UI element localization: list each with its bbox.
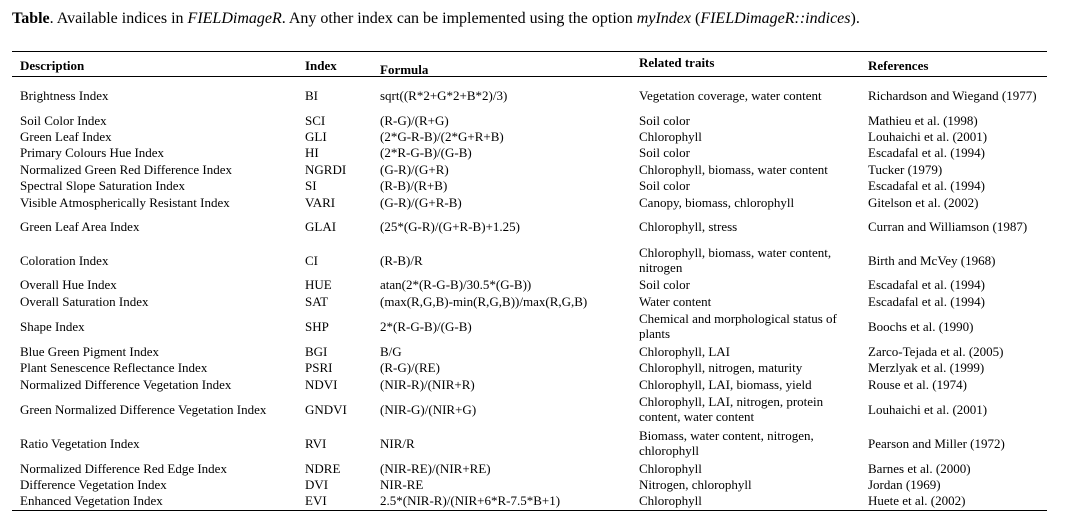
- row-formula: (R-B)/(R+B): [380, 177, 448, 193]
- row-description: Difference Vegetation Index: [20, 476, 167, 492]
- header-description: Description: [20, 58, 85, 73]
- row-reference: Curran and Williamson (1987): [868, 219, 1028, 234]
- row-related-traits: Chlorophyll, LAI, biomass, yield: [639, 376, 812, 392]
- row-formula: (25*(G-R)/(G+R-B)+1.25): [380, 219, 520, 234]
- table-row: [0, 112, 1067, 128]
- row-related-traits: Chlorophyll: [639, 492, 702, 508]
- row-related-traits: Soil color: [639, 177, 690, 193]
- row-reference: Pearson and Miller (1972): [868, 435, 1005, 451]
- table-row: [0, 492, 1067, 508]
- row-description: Coloration Index: [20, 252, 109, 268]
- row-description: Ratio Vegetation Index: [20, 435, 140, 451]
- row-index: SCI: [305, 112, 326, 128]
- row-description: Spectral Slope Saturation Index: [20, 177, 185, 193]
- row-formula: NIR/R: [380, 435, 415, 451]
- row-related-traits: Chlorophyll, biomass, water content, nitrogen: [639, 245, 832, 275]
- row-related-traits: Chemical and morphological status of plants: [639, 311, 837, 341]
- row-index: CI: [305, 252, 318, 268]
- row-index: HUE: [305, 276, 332, 292]
- row-index: NDVI: [305, 376, 338, 392]
- row-description: Enhanced Vegetation Index: [20, 492, 163, 508]
- row-formula: atan(2*(R-G-B)/30.5*(G-B)): [380, 276, 532, 292]
- row-reference: Huete et al. (2002): [868, 492, 966, 508]
- row-index: HI: [305, 144, 319, 160]
- table-row: [0, 177, 1067, 193]
- row-reference: Mathieu et al. (1998): [868, 112, 978, 128]
- row-related-traits: Chlorophyll, biomass, water content: [639, 161, 828, 177]
- row-reference: Gitelson et al. (2002): [868, 194, 979, 210]
- caption-text-2: . Any other index can be implemented using the option: [281, 10, 637, 27]
- table-bottom-rule: [12, 510, 1047, 511]
- caption-function-ref: FIELDimageR::indices: [700, 10, 851, 27]
- row-description: Visible Atmospherically Resistant Index: [20, 194, 230, 210]
- row-formula: (max(R,G,B)-min(R,G,B))/max(R,G,B): [380, 293, 588, 309]
- table-row: [0, 392, 1067, 426]
- table-row: [0, 276, 1067, 292]
- row-formula: (NIR-G)/(NIR+G): [380, 401, 477, 417]
- row-index: DVI: [305, 476, 329, 492]
- table-row: [0, 79, 1067, 111]
- row-reference: Merzlyak et al. (1999): [868, 359, 985, 375]
- row-related-traits: Chlorophyll, stress: [639, 219, 738, 234]
- table-row: [0, 128, 1067, 144]
- row-description: Soil Color Index: [20, 112, 107, 128]
- row-reference: Escadafal et al. (1994): [868, 276, 985, 292]
- row-formula: B/G: [380, 343, 402, 359]
- table-row: [0, 309, 1067, 343]
- row-index: SI: [305, 177, 317, 193]
- row-description: Normalized Green Red Difference Index: [20, 161, 232, 177]
- row-related-traits: Soil color: [639, 112, 690, 128]
- row-related-traits: Chlorophyll, LAI, nitrogen, protein content, water content: [639, 394, 824, 424]
- row-reference: Zarco-Tejada et al. (2005): [868, 343, 1004, 359]
- row-related-traits: Canopy, biomass, chlorophyll: [639, 194, 795, 210]
- table-row: [0, 161, 1067, 177]
- table-row: [0, 376, 1067, 392]
- row-formula: 2.5*(NIR-R)/(NIR+6*R-7.5*B+1): [380, 492, 561, 508]
- row-index: RVI: [305, 435, 327, 451]
- row-related-traits: Chlorophyll, LAI: [639, 343, 730, 359]
- caption-label: Table: [12, 10, 50, 27]
- row-formula: (R-G)/(RE): [380, 359, 440, 375]
- row-description: Brightness Index: [20, 87, 109, 103]
- row-description: Blue Green Pigment Index: [20, 343, 159, 359]
- row-description: Plant Senescence Reflectance Index: [20, 359, 208, 375]
- row-formula: (G-R)/(G+R-B): [380, 194, 462, 210]
- row-reference: Escadafal et al. (1994): [868, 293, 985, 309]
- row-index: BGI: [305, 343, 328, 359]
- row-description: Overall Saturation Index: [20, 293, 149, 309]
- row-description: Shape Index: [20, 318, 85, 334]
- row-description: Normalized Difference Vegetation Index: [20, 376, 232, 392]
- table-row: [0, 460, 1067, 476]
- row-index: GLAI: [305, 219, 337, 234]
- header-related-traits: Related traits: [639, 55, 715, 70]
- row-formula: sqrt((R*2+G*2+B*2)/3): [380, 87, 508, 103]
- row-related-traits: Water content: [639, 293, 712, 309]
- row-description: Green Normalized Difference Vegetation Index: [20, 401, 267, 417]
- row-formula: (2*R-G-B)/(G-B): [380, 144, 472, 160]
- row-reference: Richardson and Wiegand (1977): [868, 87, 1037, 103]
- row-formula: (NIR-RE)/(NIR+RE): [380, 460, 491, 476]
- caption-package-name: FIELDimageR: [187, 10, 282, 27]
- table-row: [0, 243, 1067, 277]
- row-description: Primary Colours Hue Index: [20, 144, 165, 160]
- row-reference: Louhaichi et al. (2001): [868, 128, 988, 144]
- table-row: [0, 343, 1067, 359]
- table-row: [0, 144, 1067, 160]
- row-index: EVI: [305, 492, 327, 508]
- row-index: NGRDI: [305, 161, 347, 177]
- caption-text-4: ).: [850, 10, 860, 27]
- table-header-rule: [12, 76, 1047, 77]
- header-index: Index: [305, 58, 337, 73]
- row-reference: Rouse et al. (1974): [868, 376, 967, 392]
- header-formula: Formula: [380, 62, 429, 77]
- row-related-traits: Chlorophyll, nitrogen, maturity: [639, 359, 803, 375]
- table-top-rule: [12, 51, 1047, 52]
- table-row: [0, 476, 1067, 492]
- row-reference: Tucker (1979): [868, 161, 943, 177]
- caption-text-1: . Available indices in: [49, 10, 188, 27]
- caption-text-3: (: [690, 10, 701, 27]
- row-reference: Louhaichi et al. (2001): [868, 401, 988, 417]
- row-reference: Boochs et al. (1990): [868, 318, 974, 334]
- row-formula: (R-G)/(R+G): [380, 112, 449, 128]
- row-index: SAT: [305, 293, 329, 309]
- row-description: Normalized Difference Red Edge Index: [20, 460, 227, 476]
- row-related-traits: Soil color: [639, 276, 690, 292]
- row-related-traits: Biomass, water content, nitrogen, chlorophyll: [639, 428, 814, 458]
- row-formula: NIR-RE: [380, 476, 424, 492]
- row-index: VARI: [305, 194, 336, 210]
- header-references: References: [868, 58, 929, 73]
- row-index: SHP: [305, 318, 329, 334]
- table-row: [0, 293, 1067, 309]
- row-related-traits: Nitrogen, chlorophyll: [639, 476, 752, 492]
- row-index: GLI: [305, 128, 327, 144]
- row-formula: 2*(R-G-B)/(G-B): [380, 318, 472, 334]
- row-reference: Escadafal et al. (1994): [868, 144, 985, 160]
- row-description: Overall Hue Index: [20, 276, 117, 292]
- row-description: Green Leaf Area Index: [20, 219, 140, 234]
- row-related-traits: Chlorophyll: [639, 460, 702, 476]
- row-reference: Birth and McVey (1968): [868, 252, 996, 268]
- row-reference: Jordan (1969): [868, 476, 941, 492]
- caption-option-name: myIndex: [636, 10, 691, 27]
- row-index: PSRI: [305, 359, 333, 375]
- table-row: [0, 194, 1067, 210]
- table-row: [0, 426, 1067, 460]
- row-related-traits: Vegetation coverage, water content: [639, 87, 822, 103]
- row-formula: (NIR-R)/(NIR+R): [380, 376, 475, 392]
- row-description: Green Leaf Index: [20, 128, 112, 144]
- row-formula: (R-B)/R: [380, 252, 423, 268]
- row-index: NDRE: [305, 460, 341, 476]
- row-related-traits: Chlorophyll: [639, 128, 702, 144]
- row-formula: (G-R)/(G+R): [380, 161, 449, 177]
- row-index: GNDVI: [305, 401, 347, 417]
- row-related-traits: Soil color: [639, 144, 690, 160]
- row-index: BI: [305, 87, 318, 103]
- row-reference: Escadafal et al. (1994): [868, 177, 985, 193]
- row-formula: (2*G-R-B)/(2*G+R+B): [380, 128, 504, 144]
- row-reference: Barnes et al. (2000): [868, 460, 971, 476]
- table-row: [0, 210, 1067, 243]
- table-row: [0, 359, 1067, 375]
- table-caption: [12, 10, 860, 28]
